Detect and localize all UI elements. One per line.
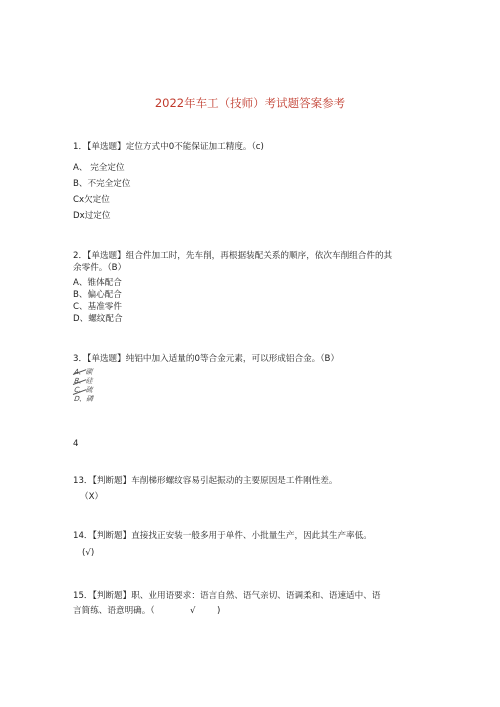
q1-option-d: Dx过定位 — [73, 211, 111, 221]
q1-stem: 1．【单选题】定位方式中0不能保证加工精度。（c) — [73, 142, 264, 152]
q13-stem: 13．【判断题】车削梯形螺纹容易引起振动的主要原因是工件刚性差。 — [73, 476, 338, 486]
q2-option-d: D、螺纹配合 — [73, 314, 123, 324]
q3-option-b: B、硅 — [72, 377, 95, 385]
q15-stem-line1: 15．【判断题】职、业用语要求：语言自然、语气亲切、语调柔和、语速适中、语 — [73, 591, 381, 601]
q3-stem: 3．【单选题】纯铝中加入适量的0等合金元素，可以形成铝合金。（B） — [73, 354, 340, 364]
q14-stem: 14．【判断题】直接找正安装一般多用于单件、小批量生产，因此其生产率低。 — [73, 531, 372, 541]
page-marker: 4 — [73, 439, 79, 449]
document-title: 2022年车工（技师）考试题答案参考 — [154, 96, 346, 110]
q2-option-a: A、锥体配合 — [73, 278, 122, 288]
q1-option-b: B、不完全定位 — [73, 179, 131, 189]
q1-option-a: A、 完全定位 — [73, 163, 125, 173]
q13-answer: （X） — [80, 492, 104, 502]
q15-answer-close: ) — [217, 606, 221, 616]
q3-option-d: D、磷 — [72, 395, 95, 403]
q2-option-c: C、基准零件 — [73, 302, 122, 312]
q2-option-b: B、偏心配合 — [73, 290, 122, 300]
q2-stem-line2: 余零件。（B） — [73, 263, 127, 273]
q14-answer: (√) — [82, 548, 95, 558]
q15-stem-line2: 言简练、语意明确。（ — [73, 606, 155, 616]
q1-option-c: Cx欠定位 — [73, 195, 110, 205]
q3-option-c: C、硫 — [72, 386, 95, 394]
q3-option-a: A、碳 — [72, 368, 95, 376]
q15-answer-mark: √ — [190, 606, 196, 616]
q2-stem-line1: 2．【单选题】组合件加工时，先车削，再根据装配关系的顺序，依次车削组合件的其 — [73, 251, 393, 261]
